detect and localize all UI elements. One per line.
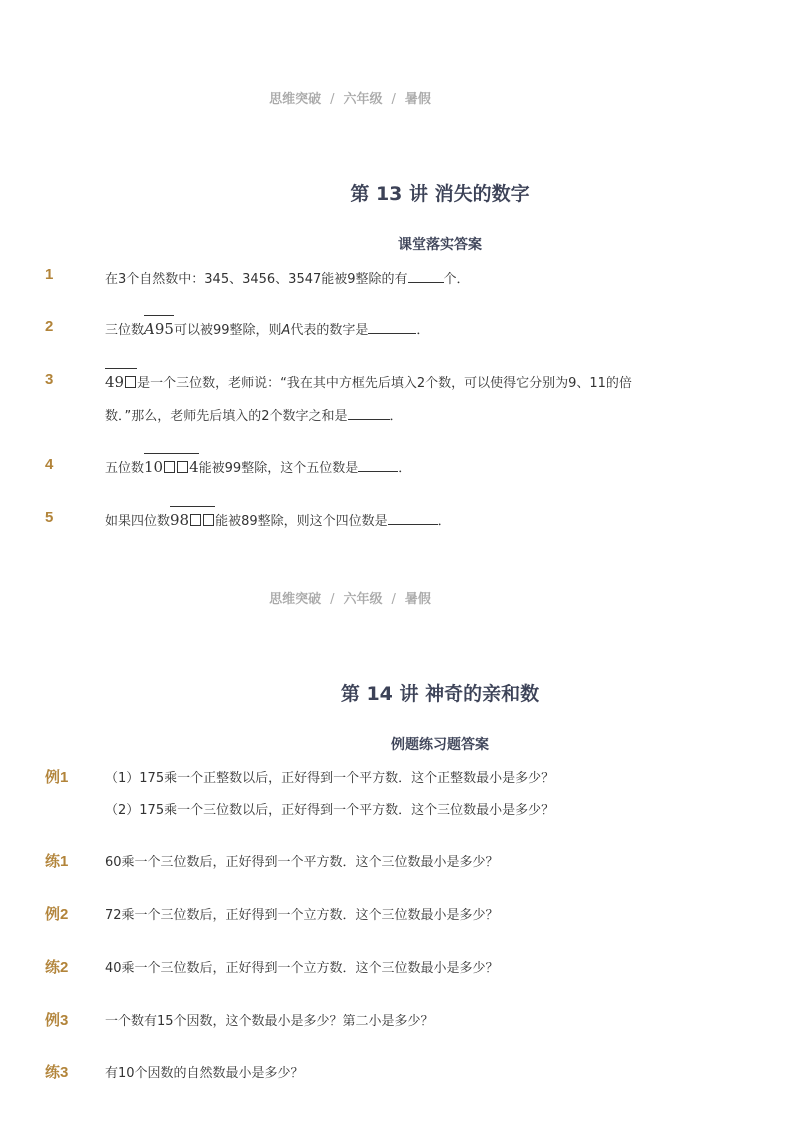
blank-box bbox=[203, 514, 214, 526]
lecture-13-title: 第 13 讲 消失的数字 bbox=[350, 183, 530, 205]
question-3-line-2 bbox=[105, 405, 403, 424]
question-4 bbox=[105, 457, 411, 476]
question-number: 2 bbox=[45, 318, 54, 335]
practice-label: 练2 bbox=[45, 959, 69, 976]
blank-box bbox=[190, 514, 201, 526]
question-text: 可以被99整除，则 bbox=[173, 323, 282, 338]
header-separator: / bbox=[391, 92, 396, 107]
question-1 bbox=[105, 268, 470, 287]
header-grade: 六年级 bbox=[343, 92, 383, 107]
question-text: 能被89整除，则这个四位数是 bbox=[215, 514, 388, 529]
header-separator: / bbox=[330, 92, 335, 107]
practice-3: 有10个因数的自然数最小是多少？ bbox=[105, 1066, 304, 1081]
header-term: 暑假 bbox=[404, 592, 431, 607]
question-text: 代表的数字是 bbox=[290, 323, 369, 338]
question-5 bbox=[105, 510, 451, 529]
example-3: 一个数有15个因数，这个数最小是多少？第二小是多少？ bbox=[105, 1014, 434, 1029]
question-text: ． bbox=[437, 514, 451, 529]
header-course: 思维突破 bbox=[269, 592, 322, 607]
lecture-14-subtitle: 例题练习题答案 bbox=[391, 737, 489, 753]
question-text: 如果四位数 bbox=[105, 514, 171, 529]
header-separator: / bbox=[330, 592, 335, 607]
question-text: 五位数 bbox=[105, 461, 145, 476]
question-text: ． bbox=[398, 461, 412, 476]
header-term: 暑假 bbox=[404, 92, 431, 107]
example-1-part-1: （1）175乘一个正整数以后，正好得到一个平方数．这个正整数最小是多少？ bbox=[105, 771, 555, 786]
header-course: 思维突破 bbox=[269, 92, 322, 107]
question-text: 数．”那么，老师先后填入的2个数字之和是 bbox=[105, 409, 348, 424]
answer-blank bbox=[348, 407, 390, 420]
practice-label: 练3 bbox=[45, 1064, 69, 1081]
blank-box bbox=[164, 461, 175, 473]
question-text: 个． bbox=[443, 272, 470, 287]
variable: A bbox=[281, 323, 291, 338]
overlined-number: 10 4 bbox=[144, 458, 199, 476]
question-text: 是一个三位数，老师说：“我在其中方框先后填入2个数，可以使得它分别为9、11的倍 bbox=[137, 376, 632, 391]
question-number: 1 bbox=[45, 266, 54, 283]
question-text: 能被99整除，这个五位数是 bbox=[198, 461, 359, 476]
question-2 bbox=[105, 319, 429, 338]
lecture-14-title: 第 14 讲 神奇的亲和数 bbox=[340, 683, 540, 705]
practice-2: 40乘一个三位数后，正好得到一个立方数．这个三位数最小是多少？ bbox=[105, 961, 499, 976]
page-header bbox=[0, 88, 700, 107]
example-label: 例1 bbox=[45, 769, 69, 786]
overlined-number: 49 bbox=[105, 373, 137, 391]
answer-blank bbox=[408, 270, 444, 283]
example-label: 例2 bbox=[45, 906, 69, 923]
example-label: 例3 bbox=[45, 1012, 69, 1029]
overlined-number: 98 bbox=[170, 511, 215, 529]
example-1-part-2: （2）175乘一个三位数以后，正好得到一个平方数．这个三位数最小是多少？ bbox=[105, 803, 555, 818]
practice-label: 练1 bbox=[45, 853, 69, 870]
practice-1: 60乘一个三位数后，正好得到一个平方数．这个三位数最小是多少？ bbox=[105, 855, 499, 870]
blank-box bbox=[177, 461, 188, 473]
question-number: 4 bbox=[45, 456, 54, 473]
header-separator: / bbox=[391, 592, 396, 607]
answer-blank bbox=[368, 321, 416, 334]
page-header bbox=[0, 588, 700, 607]
question-3 bbox=[105, 372, 632, 391]
overlined-number: A95 bbox=[144, 320, 174, 338]
lecture-13-subtitle: 课堂落实答案 bbox=[398, 237, 482, 253]
question-text: 在3个自然数中：345、3456、3547能被9整除的有 bbox=[105, 272, 408, 287]
question-number: 3 bbox=[45, 371, 54, 388]
question-text: ． bbox=[416, 323, 430, 338]
answer-blank bbox=[388, 512, 438, 525]
blank-box bbox=[125, 376, 136, 388]
question-text: ． bbox=[389, 409, 403, 424]
example-2: 72乘一个三位数后，正好得到一个立方数．这个三位数最小是多少？ bbox=[105, 908, 499, 923]
question-text: 三位数 bbox=[105, 323, 145, 338]
header-grade: 六年级 bbox=[343, 592, 383, 607]
question-number: 5 bbox=[45, 509, 54, 526]
answer-blank bbox=[358, 459, 398, 472]
